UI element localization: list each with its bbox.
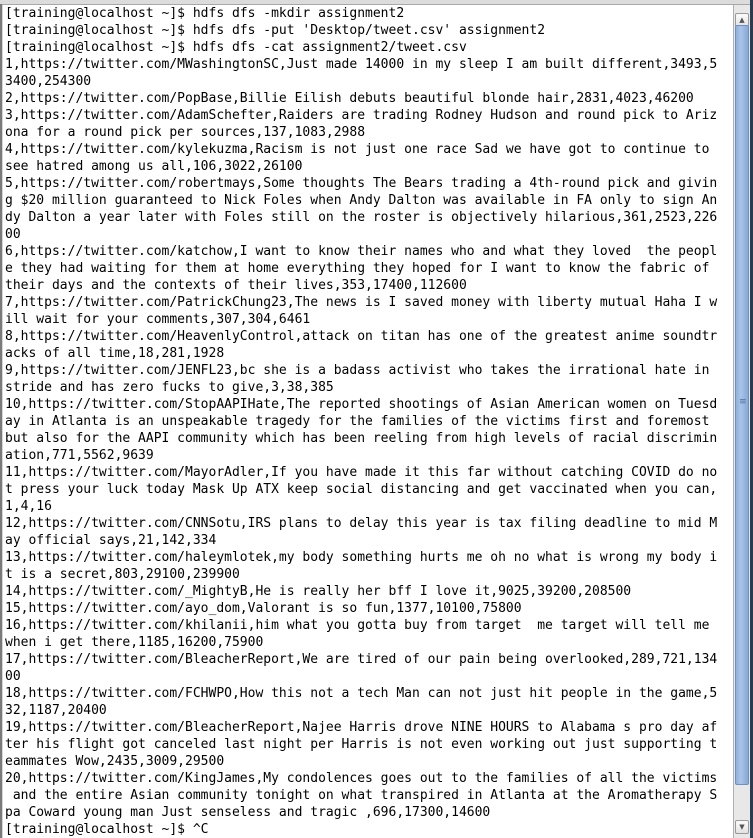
- output-line: 1,4,16: [5, 499, 52, 514]
- output-line: 19,https://twitter.com/BleacherReport,Najee Harris drove NINE HOURS to Alabama s pro day af: [5, 720, 718, 735]
- output-line: 1,https://twitter.com/MWashingtonSC,Just made 14000 in my sleep I am built different,3493,5: [5, 57, 718, 72]
- output-line: t press your luck today Mask Up ATX keep social distancing and get vaccinated when you can,: [5, 482, 718, 497]
- output-line: ill wait for your comments,307,304,6461: [5, 312, 311, 327]
- output-line: 8,https://twitter.com/HeavenlyControl,attack on titan has one of the greatest anime soundtr: [5, 329, 718, 344]
- output-line: 12,https://twitter.com/CNNSotu,IRS plans to delay this year is tax filing deadline to mid M: [5, 516, 718, 531]
- output-line: 20,https://twitter.com/KingJames,My condolences goes out to the families of all the victims: [5, 771, 718, 786]
- output-line: 3,https://twitter.com/AdamSchefter,Raiders are trading Rodney Hudson and round pick to Ariz: [5, 108, 718, 123]
- output-line: 18,https://twitter.com/FCHWPO,How this not a tech Man can not just hit people in the game,5: [5, 686, 718, 701]
- output-line: 00: [5, 227, 21, 242]
- output-line: ona for a round pick per sources,137,1083,2988: [5, 125, 366, 140]
- vertical-scrollbar[interactable]: [733, 5, 750, 838]
- output-line: and the entire Asian community tonight on what transpired in Atlanta at the Aromatherapy S: [5, 788, 718, 803]
- output-line: g $20 million guaranteed to Nick Foles when Andy Dalton was available in FA only to sign An: [5, 193, 718, 208]
- output-line: ter his flight got canceled last night per Harris is not even working out just supporting t: [5, 737, 718, 752]
- output-line: ay official says,21,142,334: [5, 533, 217, 548]
- output-line: 4,https://twitter.com/kylekuzma,Racism is not just one race Sad we have got to continue to: [5, 142, 710, 157]
- shell-prompt-line: [training@localhost ~]$ ^C: [5, 822, 209, 837]
- output-line: eammates Wow,2435,3009,29500: [5, 754, 225, 769]
- output-line: 14,https://twitter.com/_MightyB,He is really her bff I love it,9025,39200,208500: [5, 584, 632, 599]
- scroll-down-button[interactable]: [735, 820, 749, 834]
- output-line: dy Dalton a year later with Foles still on the roster is objectively hilarious,361,2523,226: [5, 210, 718, 225]
- output-line: 11,https://twitter.com/MayorAdler,If you have made it this far without catching COVID do no: [5, 465, 718, 480]
- output-line: acks of all time,18,281,1928: [5, 346, 225, 361]
- output-line: ay in Atlanta is an unspeakable tragedy for the families of the victims first and foremost: [5, 414, 710, 429]
- output-line: 13,https://twitter.com/haleymlotek,my body something hurts me oh no what is wrong my body i: [5, 550, 718, 565]
- output-line: t is a secret,803,29100,239900: [5, 567, 240, 582]
- output-line: their days and the contexts of their lives,353,17400,112600: [5, 278, 467, 293]
- output-line: 5,https://twitter.com/robertmays,Some thoughts The Bears trading a 4th-round pick and givin: [5, 176, 718, 191]
- output-line: but also for the AAPI community which has been reeling from high levels of racial discrimin: [5, 431, 718, 446]
- output-line: 2,https://twitter.com/PopBase,Billie Eilish debuts beautiful blonde hair,2831,4023,46200: [5, 91, 694, 106]
- chevron-down-icon: ▼: [739, 823, 745, 831]
- output-line: stride and has zero fucks to give,3,38,385: [5, 380, 334, 395]
- output-line: e they had waiting for them at home everything they hoped for I want to know the fabric of: [5, 261, 710, 276]
- output-line: 17,https://twitter.com/BleacherReport,We are tired of our pain being overlooked,289,721,134: [5, 652, 718, 667]
- output-line: see hatred among us all,106,3022,26100: [5, 159, 303, 174]
- output-line: 00: [5, 669, 21, 684]
- grip-icon: ≡: [739, 397, 747, 407]
- output-line: pa Coward young man Just senseless and tragic ,696,17300,14600: [5, 805, 491, 820]
- window-left-border: [0, 4, 2, 838]
- output-line: 9,https://twitter.com/JENFL23,bc she is a badass activist who takes the irrational hate in: [5, 363, 710, 378]
- terminal-output[interactable]: [3, 5, 735, 838]
- chevron-up-icon: ▲: [739, 16, 745, 24]
- output-line: ation,771,5562,9639: [5, 448, 154, 463]
- output-line: 7,https://twitter.com/PatrickChung23,The news is I saved money with liberty mutual Haha I w: [5, 295, 718, 310]
- shell-prompt-line: [training@localhost ~]$ hdfs dfs -put 'Desktop/tweet.csv' assignment2: [5, 23, 546, 38]
- output-line: 16,https://twitter.com/khilanii,him what you gotta buy from target me target will tell me: [5, 618, 710, 633]
- shell-prompt-line: [training@localhost ~]$ hdfs dfs -mkdir assignment2: [5, 6, 405, 21]
- shell-prompt-line: [training@localhost ~]$ hdfs dfs -cat assignment2/tweet.csv: [5, 40, 467, 55]
- output-line: 32,1187,20400: [5, 703, 107, 718]
- output-line: 3400,254300: [5, 74, 92, 89]
- output-line: when i get there,1185,16200,75900: [5, 635, 264, 650]
- output-line: 6,https://twitter.com/katchow,I want to know their names who and what they loved the peopl: [5, 244, 718, 259]
- scrollbar-thumb[interactable]: [735, 25, 749, 785]
- output-line: 15,https://twitter.com/ayo_dom,Valorant is so fun,1377,10100,75800: [5, 601, 522, 616]
- output-line: 10,https://twitter.com/StopAAPIHate,The reported shootings of Asian American women on Tuesd: [5, 397, 718, 412]
